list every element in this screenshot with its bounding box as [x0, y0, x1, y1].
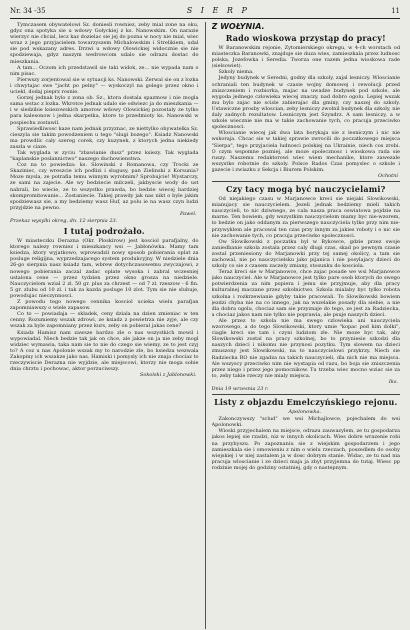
article-signature: Iks.: [388, 378, 399, 385]
section-heading: Z WOŁYNIA.: [211, 22, 265, 31]
article-paragraph: Tymczasem obywatelowi Sz. doniesli rowniez, zeby mial zone na oku, gdyz ona spotyka sie u wdowy Golyckiej z ks. Nanowskim. On narazie wierzyc nie chcial, lecz kaz dozielac sie jej do pozna w nocy nie mial, wiec wraz z jego przyjacielem towarzyszem Michalowskim i Strelikiem, udal sie pod wskazany adres. Drzwi u wdowy Olowickiej widocznie sie nie spodziewaja, gdyz naszym wedrowcom udalo sie odrazu dostac do mieszkania.: [10, 22, 199, 65]
article-title: I tutaj podrożało.: [63, 226, 145, 237]
article-title: Czy tacy mogą być nauczycielami?: [226, 184, 386, 195]
issue-number: Nr. 34 -35: [10, 7, 46, 15]
article-paragraph: Ale przez to szkola nie ma swego czlowieka ani nauczyciela wzorowego, a do tego Slowikowski, ktory umie "kopac pod kim dolki", ciagle kreci sie tam i czyni ludziom zle. Nie moze byc tak, aby Slowikowski zostal na pracy szkolnej, bo to przyniesie szkodzi dla naszych dzieci i nikomu nie przynosi pozytku. Tym slowem na dzieci zmuszony jest Slowikowski, na to nauczycielowi przykrzy. Niech sie Radziecka RO nie zgadza na takich nauczycieli, dla nich nie ma miejsca. Ale wszyscy przeciwko nim nie wystapia od razu, bo boja sie zniszczenia przez niego i przez jego pomocnikow. Tu trzeba wiec mocno wziac sie za to, zeby takie rzeczy nie mialy miejsca.: [211, 317, 401, 379]
article-paragraph: Szkoly niema.: [218, 69, 254, 76]
article-signature: Sokolski z Jablonowki.: [139, 372, 197, 379]
article-paragraph: W miasteczku Derazna (Okr. Ploskirow) jest kosciol parafjalny, do ktorego nalezy rowniez i mieszkancy wsi — Jabłonówka. Mamy tam ksiedza, ktory wyjatkowo, wprowadzil nowy sposob pobierania oplat za posluge religijna, wyprzedzajacego system produkcyjny. W niedziele dnia 26-go sierpnia nasz ksiadz tam, wbrew dotychczasowemu zwyczajowi, z nowego pobierania zaczal zadac oplate wysoka i zabral wczesniej ustalona cene — przez tydzien przez okno grosza na niedziele. Nauczycielom wzial 2 zl. 50 gr. plus za chrzest — od 7 zl. rzeszow - 6 fin. 5 gr. zlubu od 10 zl. i tak za kazda posluge 10 zlot. Tym sie nie slubuje, powodujac nieczynnosci.: [10, 238, 199, 299]
article-paragraph: Z powodu tego nowego cennika kosciol ucieka wielu parafjan zapomniawszy o wiele zapasow.: [10, 299, 199, 312]
article-subtitle: Apolonowka.: [288, 409, 322, 416]
masthead: S I E R P: [186, 6, 250, 15]
article-paragraph: Tak wyglada w zyciu "zbawianie dusz" przez ksiezy. Tak wyglada "kaplanskie poslannictwo" naszego duchowienstwa.: [10, 149, 199, 163]
article-signature: Ochotni: [378, 172, 399, 179]
article-paragraph: Teraz kreci sie w Marjanowce, chce zajac posade we wsi Marjanowce jako nauczyciel. Ale w Marjanowce jest tylko pare osob ktorych do swego potwierdzenia za nim popiera i jemu sie przyjmuje, aby dla pracy kulturalnej maczane przez szkolnictwo. Szkola mialaby byc tylko robota szkolna i rozkrzewianie gdyby takie pracowali. To Slowikowski bowiem jezdzi chyba nie na co innego, jak na wszelakie posady dla siebie, a nie dla dobra ogolu, chociaz sam sie przyznaje do tego, ze jest za Radziecka, a chociaz jakos nam nie tylko nie poprawia, ale psuje naszych dzieci.: [211, 269, 401, 318]
article-paragraph: Ksiadz Hamisz nam zawsze bardzo zle o nas wszystkich mowil i wypowiadal. Niech bedzie tak jak on chce, ale jakze on ja nie zeby mogl widziec wymawia, taka nam sie to nie do czego sie wiemy, ze to jest czyj to? A coz u nas Apolonie wszak my to narodzie zle, bo ksiedza wezwala Zakopiny ich wszakze jako nas. Hamiski i pomysly ich nie znaja chociaz to rzeczywiscie Derazna nie wyjdzie, ale miejscowi, ktorzy nie moga sobie dnia chrztu i pochowac, aktor porzuciwszy.: [10, 329, 199, 373]
article-signature: Pawel.: [179, 210, 197, 217]
article-paragraph: W Baranowskim rejonie, Zytomierskiego okregu, w 4-ch worstach od miasteczka Baranowki, znajduje sie duza wies, zamieszkala przez ludnosc polska, Jozefowka i Seredia. Tworza one razem jedna wioskowa rade (sielsowiet).: [211, 45, 401, 70]
article-paragraph: Coz na to powiedza: ks. Slowinski z Romanowa, czy Trocki ze Skaziniec, czy wreszcie ich podlizi i slugusy, pan Zielinski z Korsunia? Moze mysla, ze potrafia temu winnym wyrobnim? Sprobujcie! Wystarczy, ze sami na zajecie. Ale wy bedziecie milczeli, jakbyscie wody do ust nabrali, bo wiecie, ze to wszystko prawda, bo bedzie wiecej bardziej skompromitowanie... Zostaniecie. Takiej prawdy jak nas nikt o byle jakim spodziewasz sie, a my bedziemy wasz Huf, az polu ie na wasz czyn ludzi przyjdzie na pewno.: [10, 162, 199, 211]
article-paragraph: Pierwszy zorjentowal sie w sytuacji ks. Nanowski. Zerwal sie on z lozka i chwytajac swe "jacht po pelny" — wyskoczyl na golego przez okno i uciekl, dodaj pieprz rosnie.: [10, 76, 199, 96]
page-header: [10, 6, 400, 19]
right-column: [212, 22, 401, 629]
article-dateline: Dnia 19 wrzesnia 23 r.: [211, 385, 269, 392]
column-divider: [205, 22, 206, 629]
left-column: [10, 22, 199, 629]
article-paragraph: Od niejakiego czasu w Marjanowce kreci sie niejaki Slowikowski, mianujacy sie nauczycielem. Jezeli jednak bedziemy mieli takich nauczycieli, to nic dziwnego, ze cala nasza praca oswiatowa pojdzie na marne. Ten bowiem, gdy wszystkim nauczycielom mamy byc nie-wzorem, to bedzie on jako oddanym za pierwszego nauczyciela tylko przy nim nie-przywyklem ale pracowal ten czas przy innym za jakies roboty i o nic sie nie zachowanie tych, co pracuja przeciwko spolecznosci.: [211, 196, 401, 239]
article-paragraph: Wloscianie wiecej jak dwa lata borykaja sie z lesniczym i nic nie wskoraja. Chcac sie w takiej sprawie zwrocili do poczatkowego miejsca "Sierpa", tego przyjaciela ludnosci polskiej na Ukrainie, niech cos zrobi. O czym wspomne pozniej, ale moze spolecznosc i wioskowa rada sie ruszy. Naszemu redaktorowi wiec wiem mechanike, ktore zawezale wszystko robotnie do szkoly. Polsce Rados Czas pomyslec o szkole i gazecie i zwiazku z Sekcja i Biurem Polskim.: [211, 130, 401, 173]
article-paragraph: Co to — powiadaja — skladek, ceny dziala na dzien zmieniac w ten cenny. Rozumiemy wszak zdrowi, ze ksiadz z powietrza nie zyje, ale czy wszak za byle zapomniany przez kurs, zeby on pobieral jakas cene?: [10, 311, 199, 330]
article-paragraph: Gorzej jednak bylo z zona ob. Sz., ktora dostala spazmow i nie mogla sama wstac z lozka. Wkrotce jednak udalo sie odwiezc ja do mieszkania — i w siedzibie ksiezowskich amorow wdowy Olowickiej pozostaly ze tylko para kalesonow i jedna skarpetka, ktore to przedmioty ks. Nanowski w pospiechu zostawil.: [10, 95, 199, 126]
article-paragraph: A tam... Oczom ich przedstawil sie taki widok, ze... nie wypada nam o nim pisac.: [10, 64, 199, 77]
article-paragraph: Zakonczywszy "sclud" we wsi Michajlowce, pojechalem do wsi Apolonowki.: [211, 416, 401, 429]
article-separator: [212, 394, 401, 395]
article-paragraph: Jedyny budynek w Seredni, godny dla szkoly, zajal lesniczy. Wloscianie ochraniali ten budynek w czasie wojny domowej i rewolucji przed zniszczeniem i rozbiorka, majac na uwadze budynek pod szkole, ale wygoda jednego czlowieka wiecej znaczy, nad dobro ogolu. Lepiej wszak mu bylo zajac nie scisle zabierajac dla gminy, czy naszej do szkoly. Ustawiczne prosby wloscian, zeby lesniczy zwolnil budynek dla szkoly, nie daly zadnych rezultatow. Lesniczym jest Szyndrz. A sam lesniczy, a w szkole wiecznie nie ma w takie zachowanie tych, co pracuja przeciwko spolecznosci.: [211, 75, 401, 131]
article-title: Rado wioskowa przystąp do pracy!: [225, 33, 386, 43]
article-dateline: Przekaz wysylki okreg, dn. 12 sierpnia 23.: [10, 218, 118, 224]
page-number: 11: [391, 7, 400, 15]
article-title: Listy z objazdu Emelczyńskiego rejonu.: [214, 397, 398, 408]
article-separator: [212, 181, 401, 182]
article-paragraph: Sprawiedliwosc kaze nam jednak przyznac, ze niettylko obywatelka Sz. cieszyla sie takim powodzeniem u tego "slugi bozego". Ksiadz Nanowski ma prowdlic caly szereg corek, czy kuzynek, z ktorych jedna niekiedy zaszla w ciaze.: [10, 125, 199, 150]
article-paragraph: Wioski przyjechalem na miejsce, odrazu zauwazylem, ze tu gospodarza jakos lepiej sie rzadzi, niz w innych okolicach. Wies dobre wrazenie robi na przybyszu. Po zapoznaniu sie z wiejskim gospodarzem i jego zamieszkala sie i omowieniu z nim o wielu rzeczach, poszedlem do osoby wiejskiej i w niej zastalem ja w dosc dobrym stanie. Widac, ze tu nad nia pracuja wloscianie i ze dzieci maja ja zbyt przyjemna do tutaj. Wiesc pp rodzinie mojej do godziny ostatniej, gdy o nastepnym.: [211, 428, 401, 471]
article-paragraph: Ow Slowikowski z poczatku byl w Bykowce, gdzie przez swoje zaniedbanie szkola zostala przez caly dlugi czas, skad po pewnym czasie zostal przeniesiony do Marjanowki przy tej samej okolicy, a tam sie zachowal, nie po nauczycielsku jako pijanica i nie posylajacy dzieci do szkoly co sie z czasem zaczely zmiany, stosunku do kosciola.: [211, 238, 401, 270]
